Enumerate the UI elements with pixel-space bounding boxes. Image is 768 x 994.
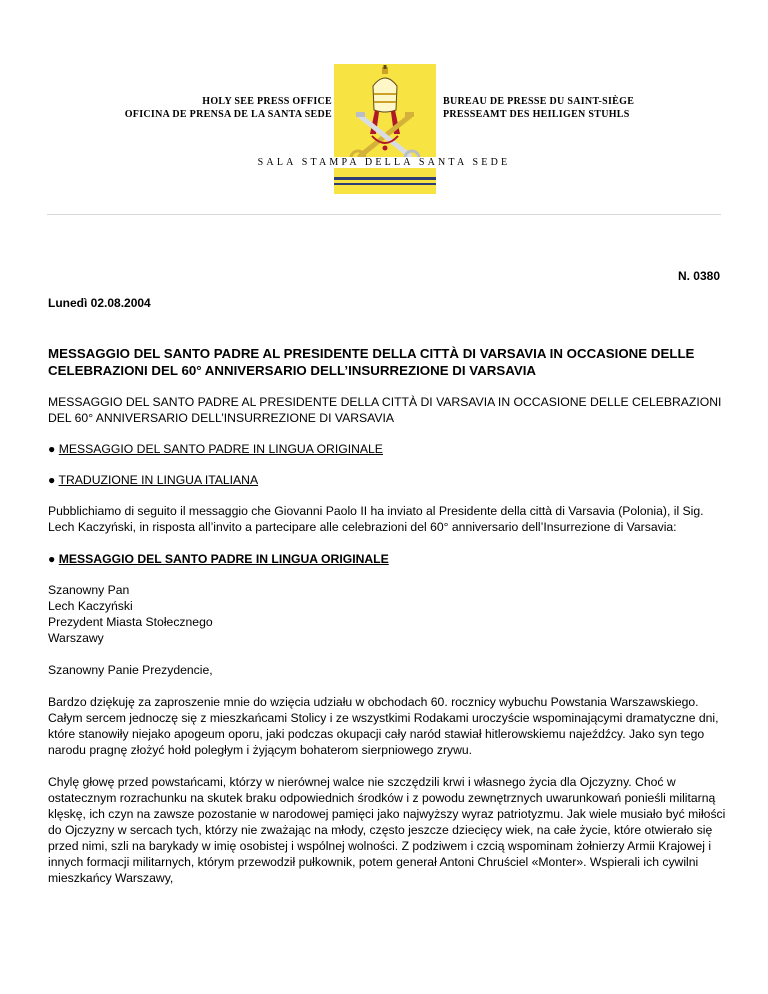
sala-stampa-text: SALA STAMPA DELLA SANTA SEDE [254, 157, 515, 168]
crest-box [334, 64, 436, 194]
document-date: Lunedì 02.08.2004 [48, 296, 151, 310]
document-title: MESSAGGIO DEL SANTO PADRE AL PRESIDENTE DELLA CITTÀ DI VARSAVIA IN OCCASIONE DELLE CELEBRAZIONI DEL 60° ANNIVERSARIO DELL’INSURREZIONE DI VARSAVIA [48, 346, 695, 378]
document-subtitle: MESSAGGIO DEL SANTO PADRE AL PRESIDENTE DELLA CITTÀ DI VARSAVIA IN OCCASIONE DELLE CELEBRAZIONI DEL 60° ANNIVERSARIO DELL’INSURREZIONE DI VARSAVIA [48, 395, 722, 425]
bullet-icon: ● [48, 552, 56, 566]
letterhead-stripe-bottom [334, 183, 436, 185]
section-heading-link[interactable]: MESSAGGIO DEL SANTO PADRE IN LINGUA ORIGINALE [58, 552, 389, 566]
letterhead-left-line2: OFICINA DE PRENSA DE LA SANTA SEDE [124, 109, 332, 120]
body-paragraph: Bardzo dziękuję za zaproszenie mnie do wzięcia udziału w obchodach 60. rocznicy wybuchu Powstania Warszawskiego. Całym sercem jednoczę się z mieszkańcami Stolicy i ze wszystkimi Rodakami uroczyście wspominającymi dramatyczne dni, które stanowiły niejako apogeum oporu, jaki podczas okupacji cały naród stawiał hitlerowskiemu najeźdźcy. Jako syn tego narodu pragnę złożyć hołd poległym i żyjącym bohaterom sierpniowego zrywu. [48, 695, 719, 757]
body-paragraph: Chylę głowę przed powstańcami, którzy w nierównej walce nie szczędzili krwi i własnego życia dla Ojczyzny. Choć w ostatecznym rozrachunku na skutek braku odpowiednich środków i z powodu zewnętrznych uwarunkowań ponieśli militarną klęskę, ich czyn na zawsze pozostanie w narodowej pamięci jako najwyższy wyraz patriotyzmu. Jak wiele musiało być miłości do Ojczyzny w sercach tych, którzy nie zważając na młody, często jeszcze dziecięcy wiek, na całe życie, które otwierało się przed nimi, szli na barykady w imię osobistej i wspólnej wolności. Z podziwem i czcią wspominam żołnierzy Armii Krajowej i innych formacji militarnych, którym przewodził pułkownik, potem generał Antoni Chruściel «Monter». Wspierali ich cywilni mieszkańcy Warszawy, [48, 775, 726, 885]
address-line: Szanowny Pan [48, 583, 130, 597]
letterhead-center [0, 157, 768, 168]
document-number: N. 0380 [677, 269, 720, 283]
salutation: Szanowny Panie Prezydencie, [48, 663, 213, 677]
address-line: Warszawy [48, 631, 104, 645]
letterhead-right [443, 95, 634, 121]
section-heading [48, 551, 726, 567]
letterhead-right-line1: BUREAU DE PRESSE DU SAINT-SIÈGE [443, 96, 635, 107]
intro-paragraph: Pubblichiamo di seguito il messaggio che Giovanni Paolo II ha inviato al Presidente della città di Varsavia (Polonia), il Sig. Lech Kaczyński, in risposta all’invito a partecipare alle celebrazioni del 60° anniversario dell’Insurrezione di Varsavia: [48, 504, 704, 534]
address-line: Prezydent Miasta Stołecznego [48, 615, 213, 629]
letterhead-right-line2: PRESSEAMT DES HEILIGEN STUHLS [443, 109, 630, 120]
address-block [48, 582, 726, 646]
papal-crest-icon [334, 64, 436, 194]
letterhead-left [125, 95, 332, 121]
bullet-icon: ● [48, 442, 56, 456]
header-divider [47, 214, 721, 215]
link-translation-item [48, 472, 726, 488]
link-italian-translation[interactable]: TRADUZIONE IN LINGUA ITALIANA [58, 473, 259, 487]
address-line: Lech Kaczyński [48, 599, 133, 613]
link-original-language[interactable]: MESSAGGIO DEL SANTO PADRE IN LINGUA ORIGINALE [58, 442, 383, 456]
document-body [48, 345, 726, 902]
letterhead-stripe-top [334, 177, 436, 180]
bullet-icon: ● [48, 473, 56, 487]
letterhead-left-line1: HOLY SEE PRESS OFFICE [202, 96, 332, 107]
link-original-item [48, 441, 726, 457]
